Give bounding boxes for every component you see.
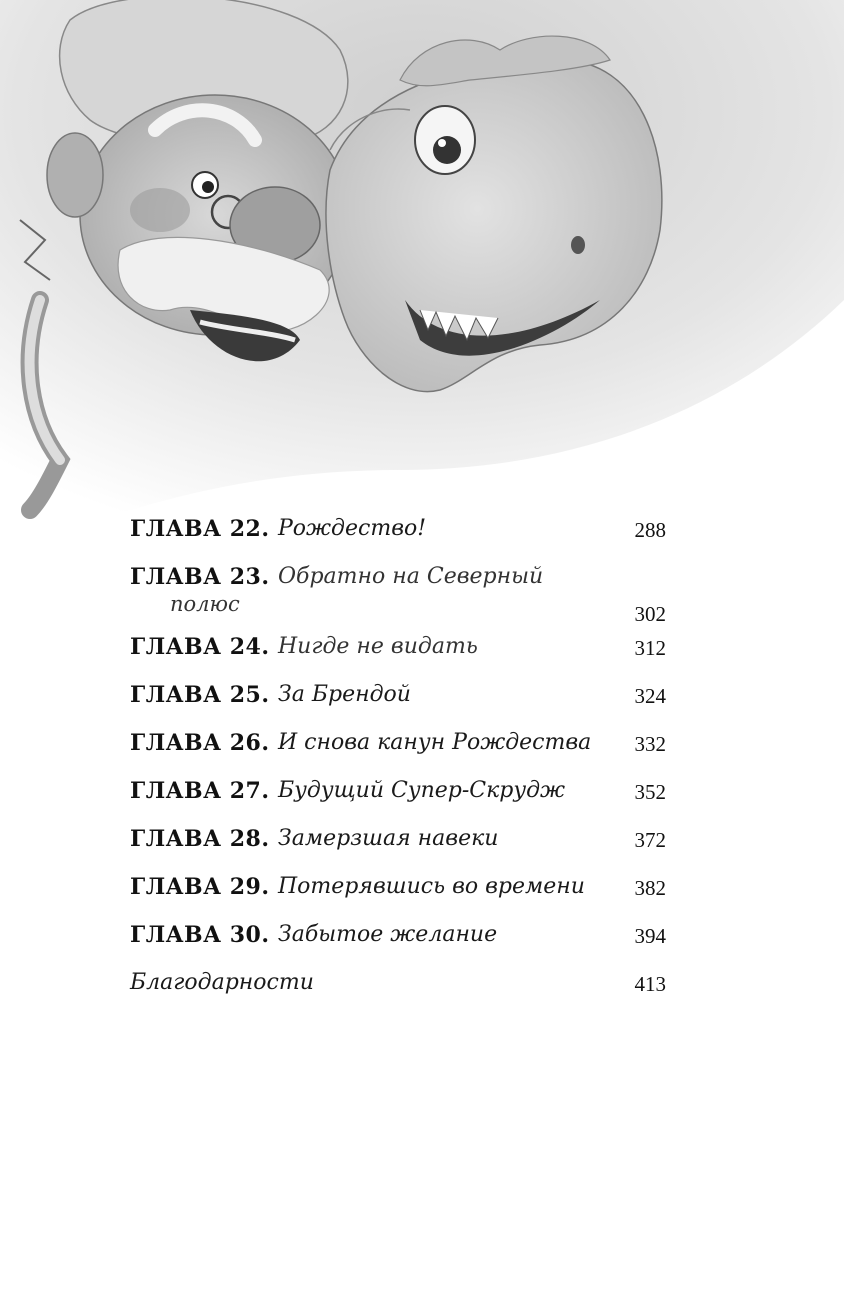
toc-entry-24[interactable]	[130, 626, 670, 674]
chapter-title: Обратно на Северный	[278, 564, 544, 589]
acknowledgements-title: Благодарности	[130, 970, 314, 995]
toc-entry-25[interactable]	[130, 674, 670, 722]
chapter-title: За Брендой	[278, 682, 411, 707]
page-number: 382	[634, 876, 666, 900]
chapter-label: ГЛАВА 29.	[130, 874, 270, 900]
chapter-label: ГЛАВА 30.	[130, 922, 270, 948]
chapter-title: Замерзшая навеки	[278, 826, 499, 851]
page-number: 394	[634, 924, 666, 948]
toc-entry-29[interactable]	[130, 866, 670, 914]
santa-and-dinosaur-illustration-icon	[0, 0, 844, 560]
table-of-contents	[130, 508, 670, 1010]
page-number: 288	[634, 518, 666, 542]
chapter-title: Будущий Супер-Скрудж	[278, 778, 566, 803]
page-number: 324	[634, 684, 666, 708]
page-number: 332	[634, 732, 666, 756]
toc-entry-30[interactable]	[130, 914, 670, 962]
chapter-title: Рождество!	[278, 516, 427, 541]
toc-entry-acknowledgements[interactable]	[130, 962, 670, 1010]
toc-entry-22[interactable]	[130, 508, 670, 556]
chapter-title-continued: полюс	[170, 592, 240, 616]
page-number: 302	[634, 602, 666, 626]
chapter-title: Потерявшись во времени	[278, 874, 585, 899]
page-number: 312	[634, 636, 666, 660]
chapter-label: ГЛАВА 22.	[130, 516, 270, 542]
chapter-title: Забытое желание	[278, 922, 498, 947]
chapter-label: ГЛАВА 25.	[130, 682, 270, 708]
page-number: 413	[634, 972, 666, 996]
toc-entry-27[interactable]	[130, 770, 670, 818]
page-number: 352	[634, 780, 666, 804]
chapter-title: Нигде не видать	[278, 634, 478, 659]
chapter-label: ГЛАВА 24.	[130, 634, 270, 660]
chapter-label: ГЛАВА 23.	[130, 564, 270, 590]
page-number: 372	[634, 828, 666, 852]
toc-entry-28[interactable]	[130, 818, 670, 866]
chapter-label: ГЛАВА 28.	[130, 826, 270, 852]
chapter-label: ГЛАВА 27.	[130, 778, 270, 804]
chapter-label: ГЛАВА 26.	[130, 730, 270, 756]
chapter-title: И снова канун Рождества	[278, 730, 592, 755]
toc-entry-26[interactable]	[130, 722, 670, 770]
toc-entry-23[interactable]	[130, 556, 670, 626]
